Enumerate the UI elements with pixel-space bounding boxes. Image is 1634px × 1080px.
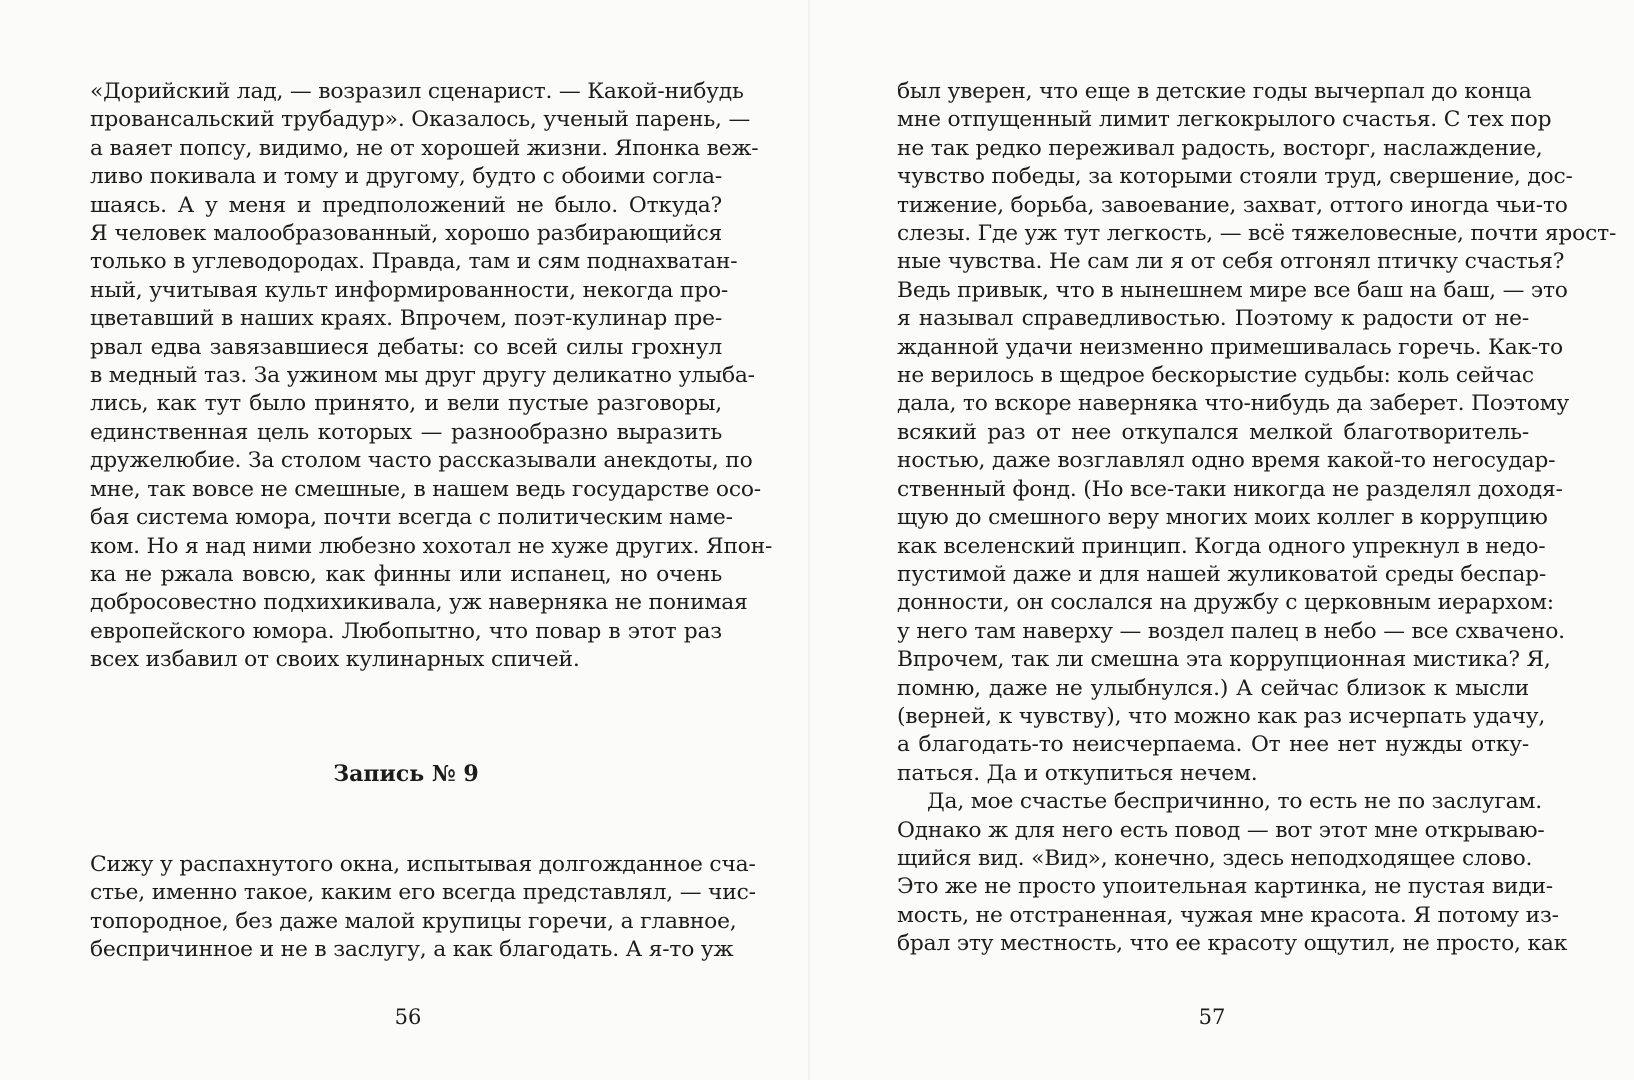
text-line: жданной удачи неизменно примешивалась горечь. Как-то xyxy=(897,334,1563,360)
section-heading: Запись № 9 xyxy=(333,761,479,787)
text-line: у него там наверху — воздел палец в небо — все схвачено. xyxy=(897,618,1565,644)
text-line: цветавший в наших краях. Впрочем, поэт-кулинар пре- xyxy=(90,306,722,332)
text-line: в медный таз. За ужином мы друг другу деликатно улыба- xyxy=(90,363,755,389)
text-line: мость, не отстраненная, чужая мне красота. Я потому из- xyxy=(897,902,1559,928)
text-line: всякий раз от нее откупался мелкой благотворитель- xyxy=(897,419,1529,445)
text-line: лись, как тут было принято, и вели пустые разговоры, xyxy=(90,391,722,417)
text-line: мне, так вовсе не смешные, в нашем ведь государстве осо- xyxy=(90,476,761,502)
text-line: был уверен, что еще в детские годы вычерпал до конца xyxy=(897,79,1532,104)
right-page-text xyxy=(897,78,1617,959)
text-line: рвал едва завязавшиеся дебаты: со всей силы грохнул xyxy=(90,334,722,360)
text-line: как вселенский принцип. Когда одного упрекнул в недо- xyxy=(897,533,1546,559)
text-line: не верилось в щедрое бескорыстие судьбы: коль сейчас xyxy=(897,363,1534,389)
text-line: только в углеводородах. Правда, там и сям поднахватан- xyxy=(90,249,738,275)
text-line: шаясь. А у меня и предположений не было. Откуда? xyxy=(90,192,722,218)
text-line: щую до смешного веру многих моих коллег в коррупцию xyxy=(897,505,1548,531)
text-line: стье, именно такое, каким его всегда представлял, — чис- xyxy=(90,880,756,906)
text-line: Ведь привык, что в нынешнем мире все баш на баш, — это xyxy=(897,277,1568,303)
text-line: ка не ржала вовсю, как финны или испанец, но очень xyxy=(90,561,722,587)
page-number: 57 xyxy=(1198,1005,1226,1029)
text-line: помню, даже не улыбнулся.) А сейчас близок к мысли xyxy=(897,675,1529,701)
text-line: брал эту местность, что ее красоту ощутил, не просто, как xyxy=(897,931,1568,957)
text-line: щийся вид. «Вид», конечно, здесь неподходящее слово. xyxy=(897,845,1533,871)
text-line: донности, он сослался на дружбу с церковным иерархом: xyxy=(897,590,1554,616)
text-line: ком. Но я над ними любезно хохотал не хуже других. Япон- xyxy=(90,533,773,559)
text-line: (верней, к чувству), что можно как раз исчерпать удачу, xyxy=(897,703,1546,729)
text-line: ностью, даже возглавлял одно время какой-то негосудар- xyxy=(897,448,1556,474)
text-line: ливо покивала и тому и другому, будто с обоими согла- xyxy=(90,164,722,190)
text-line: европейского юмора. Любопытно, что повар в этот раз xyxy=(90,618,722,644)
left-page-paragraph-1 xyxy=(90,78,773,675)
text-line: я называл справедливостью. Поэтому к радости от не- xyxy=(897,306,1529,332)
book-spine xyxy=(808,0,810,1080)
text-line: ные чувства. Не сам ли я от себя отгонял птичку счастья? xyxy=(897,249,1565,275)
text-line: Однако ж для него есть повод — вот этот мне открываю- xyxy=(897,817,1545,843)
text-line: бая система юмора, почти всегда с политическим наме- xyxy=(90,505,733,531)
text-line: Я человек малообразованный, хорошо разбирающийся xyxy=(90,221,722,247)
text-line: не так редко переживал радость, восторг, наслаждение, xyxy=(897,135,1543,161)
text-line: паться. Да и откупиться нечем. xyxy=(897,760,1258,786)
text-line: Да, мое счастье беспричинно, то есть не по заслугам. xyxy=(927,789,1542,815)
left-page xyxy=(0,0,800,1080)
text-line: провансальский трубадур». Оказалось, ученый парень, — xyxy=(90,107,751,133)
text-line: ный, учитывая культ информированности, некогда про- xyxy=(90,277,729,303)
text-line: единственная цель которых — разнообразно выразить xyxy=(90,419,722,445)
text-line: Это же не просто упоительная картинка, не пустая види- xyxy=(897,874,1553,900)
text-line: Сижу у распахнутого окна, испытывая долгожданное сча- xyxy=(90,852,756,877)
text-line: чувство победы, за которыми стояли труд, свершение, дос- xyxy=(897,164,1573,190)
text-line: топородное, без даже малой крупицы горечи, а главное, xyxy=(90,908,737,934)
text-line: дружелюбие. За столом часто рассказывали анекдоты, по xyxy=(90,448,753,474)
text-line: а ваяет попсу, видимо, не от хорошей жизни. Японка веж- xyxy=(90,135,759,161)
text-line: беспричинное и не в заслугу, а как благодать. А я-то уж xyxy=(90,937,734,963)
text-line: мне отпущенный лимит легкокрылого счастья. С тех пор xyxy=(897,107,1552,133)
text-line: а благодать-то неисчерпаема. От нее нет нужды отку- xyxy=(897,732,1529,758)
text-line: добросовестно подхихикивала, уж наверняка не понимая xyxy=(90,590,748,616)
text-line: ственный фонд. (Но все-таки никогда не разделял доходя- xyxy=(897,476,1563,502)
text-line: пустимой даже и для нашей жуликоватой среды беспар- xyxy=(897,561,1547,587)
text-line: тижение, борьба, завоевание, захват, оттого иногда чьи-то xyxy=(897,192,1568,218)
text-line: слезы. Где уж тут легкость, — всё тяжеловесные, почти ярост- xyxy=(897,221,1617,247)
left-page-paragraph-2 xyxy=(90,851,756,965)
text-line: всех избавил от своих кулинарных спичей. xyxy=(90,647,580,673)
page-number: 56 xyxy=(394,1005,422,1029)
text-line: дала, то вскоре наверняка что-нибудь да заберет. Поэтому xyxy=(897,391,1569,417)
text-line: Впрочем, так ли смешна эта коррупционная мистика? Я, xyxy=(897,647,1551,673)
text-line: «Дорийский лад, — возразил сценарист. — Какой-нибудь xyxy=(90,79,744,104)
